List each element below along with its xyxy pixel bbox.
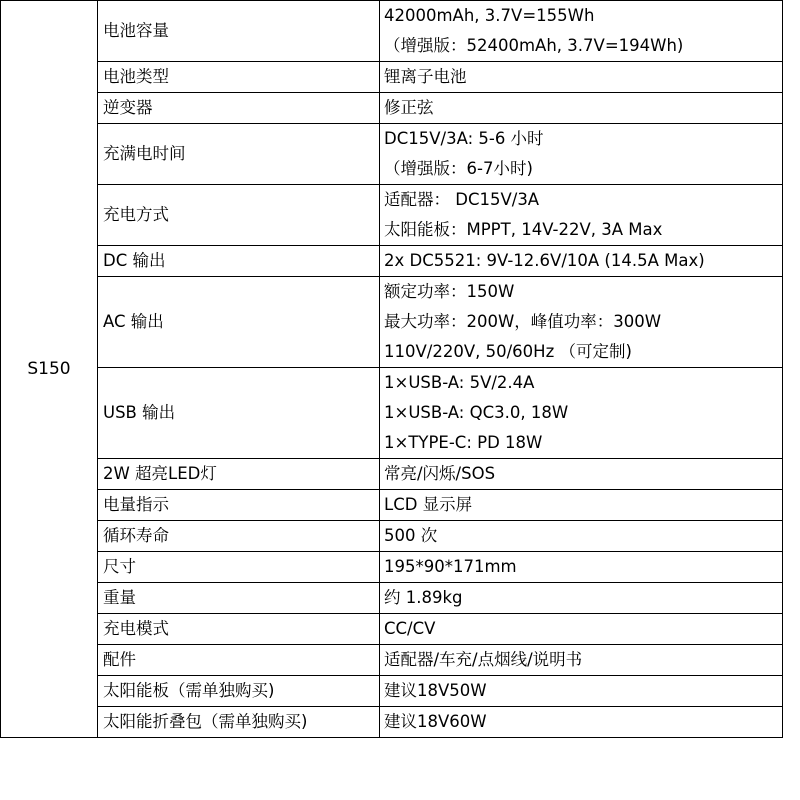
spec-row bbox=[1, 185, 783, 246]
spec-row bbox=[1, 93, 783, 124]
spec-value-line: 最大功率：200W，峰值功率：300W bbox=[384, 312, 662, 331]
spec-value bbox=[380, 93, 783, 124]
spec-row bbox=[1, 521, 783, 552]
spec-value-line: 修正弦 bbox=[384, 98, 434, 117]
spec-label: 太阳能折叠包（需单独购买) bbox=[98, 707, 380, 738]
spec-value-line: CC/CV bbox=[384, 619, 436, 638]
spec-value-line: DC15V/3A: 5-6 小时 bbox=[384, 129, 544, 148]
spec-row bbox=[1, 459, 783, 490]
spec-value bbox=[380, 645, 783, 676]
spec-row bbox=[1, 583, 783, 614]
model-name-cell: S150 bbox=[1, 1, 98, 738]
spec-value-line: 锂离子电池 bbox=[384, 67, 467, 86]
spec-value-line: （增强版：52400mAh, 3.7V=194Wh) bbox=[384, 36, 684, 55]
spec-label: 配件 bbox=[98, 645, 380, 676]
spec-label: DC 输出 bbox=[98, 246, 380, 277]
spec-label: 逆变器 bbox=[98, 93, 380, 124]
spec-value bbox=[380, 62, 783, 93]
spec-label: 充电方式 bbox=[98, 185, 380, 246]
spec-label: AC 输出 bbox=[98, 277, 380, 368]
spec-label: 太阳能板（需单独购买) bbox=[98, 676, 380, 707]
spec-label: 电池容量 bbox=[98, 1, 380, 62]
spec-label: 重量 bbox=[98, 583, 380, 614]
spec-value-line: 42000mAh, 3.7V=155Wh bbox=[384, 6, 595, 25]
spec-value bbox=[380, 583, 783, 614]
spec-label: 充满电时间 bbox=[98, 124, 380, 185]
spec-row bbox=[1, 368, 783, 459]
spec-row bbox=[1, 490, 783, 521]
spec-value-line: 适配器/车充/点烟线/说明书 bbox=[384, 650, 583, 669]
spec-value-line: 1×USB-A: QC3.0, 18W bbox=[384, 403, 569, 422]
spec-value-line: 常亮/闪烁/SOS bbox=[384, 464, 496, 483]
spec-row bbox=[1, 124, 783, 185]
spec-label: 电池类型 bbox=[98, 62, 380, 93]
spec-row bbox=[1, 246, 783, 277]
spec-value-line: 额定功率：150W bbox=[384, 282, 515, 301]
spec-value bbox=[380, 707, 783, 738]
spec-label: 循环寿命 bbox=[98, 521, 380, 552]
spec-value bbox=[380, 368, 783, 459]
spec-row bbox=[1, 676, 783, 707]
spec-value bbox=[380, 614, 783, 645]
spec-value bbox=[380, 676, 783, 707]
spec-row bbox=[1, 62, 783, 93]
spec-value-line: 500 次 bbox=[384, 526, 438, 545]
spec-value-line: 1×TYPE-C: PD 18W bbox=[384, 433, 543, 452]
spec-label: 电量指示 bbox=[98, 490, 380, 521]
spec-row bbox=[1, 707, 783, 738]
spec-value-line: 约 1.89kg bbox=[384, 588, 463, 607]
spec-label: 充电模式 bbox=[98, 614, 380, 645]
spec-value bbox=[380, 459, 783, 490]
spec-value bbox=[380, 124, 783, 185]
spec-table-body bbox=[1, 1, 783, 738]
spec-value bbox=[380, 1, 783, 62]
spec-value-line: 110V/220V, 50/60Hz （可定制) bbox=[384, 342, 632, 361]
spec-label: 尺寸 bbox=[98, 552, 380, 583]
spec-row bbox=[1, 614, 783, 645]
spec-value-line: 195*90*171mm bbox=[384, 557, 517, 576]
spec-value-line: LCD 显示屏 bbox=[384, 495, 473, 514]
spec-value bbox=[380, 552, 783, 583]
spec-value-line: 2x DC5521: 9V-12.6V/10A (14.5A Max) bbox=[384, 251, 705, 270]
spec-value-line: 建议18V50W bbox=[384, 681, 487, 700]
spec-row bbox=[1, 552, 783, 583]
spec-value bbox=[380, 490, 783, 521]
spec-value-line: 1×USB-A: 5V/2.4A bbox=[384, 373, 535, 392]
spec-value-line: 适配器： DC15V/3A bbox=[384, 190, 540, 209]
spec-label: USB 输出 bbox=[98, 368, 380, 459]
spec-row bbox=[1, 277, 783, 368]
spec-value bbox=[380, 277, 783, 368]
spec-value bbox=[380, 185, 783, 246]
spec-label: 2W 超亮LED灯 bbox=[98, 459, 380, 490]
spec-value-line: （增强版：6-7小时) bbox=[384, 159, 533, 178]
spec-row bbox=[1, 1, 783, 62]
spec-row bbox=[1, 645, 783, 676]
spec-value-line: 建议18V60W bbox=[384, 712, 487, 731]
spec-value-line: 太阳能板：MPPT, 14V-22V, 3A Max bbox=[384, 220, 663, 239]
spec-value bbox=[380, 521, 783, 552]
spec-value bbox=[380, 246, 783, 277]
